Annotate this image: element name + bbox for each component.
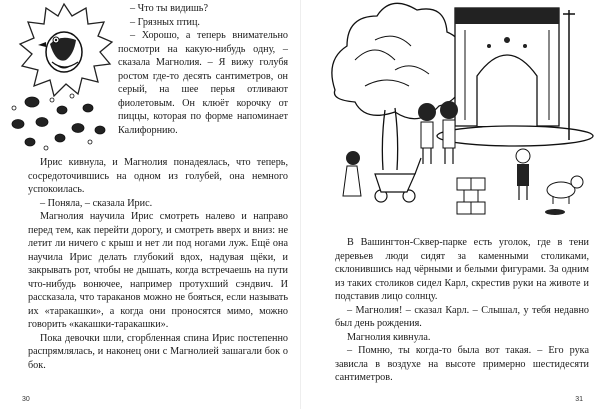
page-number-left: 30 <box>22 396 30 403</box>
park-illustration <box>325 0 595 216</box>
paragraph: – Грязных птиц. <box>130 16 200 28</box>
left-text-main <box>28 156 288 372</box>
left-text-top <box>118 2 288 137</box>
paragraph: – Что ты видишь? <box>130 3 208 14</box>
paragraph: Ирис кивнула, и Магнолия понадеялась, что теперь, сосредоточившись на одном из голубей, она немного успокоилась. <box>28 157 288 195</box>
paragraph: В Вашингтон-Сквер-парке есть уголок, где в тени деревьев люди сидят за каменными столиками, склонившись над чёрными и белыми фигурами. За одним из таких столиков сидел Карл, скрестив руки на животе и подставив лицо солнцу. <box>335 237 589 302</box>
page-number-right: 31 <box>575 396 583 403</box>
paragraph: – Поняла, – сказала Ирис. <box>40 197 153 209</box>
paragraph: – Магнолия! – сказал Карл. – Слышал, у тебя недавно был день рождения. <box>335 304 589 329</box>
right-page <box>300 0 600 409</box>
pigeon-illustration <box>2 0 134 158</box>
paragraph: – Хорошо, а теперь внимательно посмотри на какую-нибудь одну, – сказала Магнолия. – Я вижу голубя ростом где-то десять сантиметров, он серый, на шее перья отливают фиолетовым. Он клюёт корочку от пиццы, которая по форме напоминает Калифорнию. <box>118 30 288 136</box>
paragraph: – Помню, ты когда-то была вот такая. – Его рука зависла в воздухе на высоте примерно шестидесяти сантиметров. <box>335 345 589 383</box>
paragraph: Пока девочки шли, сгорбленная спина Ирис постепенно распрямлялась, и наконец они с Магнолией зашагали бок о бок. <box>28 332 288 371</box>
right-text <box>335 236 589 385</box>
paragraph: Магнолия кивнула. <box>347 331 431 343</box>
paragraph: Магнолия научила Ирис смотреть налево и направо перед тем, как перейти дорогу, и смотреть вверх и вниз: не летит ли ничего с крыш и нет ли под ногами луж. Ещё она научила Ирис делать глубокий вдох, надувая щёки, и закрывать рот, чтобы не дышать, когда встречаешь на пути что-нибудь вонючее, например протухший сэндвич. И рассказала, что тараканов можно не бояться, если называть их «таракашки», а когда они проносятся мимо, можно говорить «какашки-таракашки». <box>28 211 288 330</box>
